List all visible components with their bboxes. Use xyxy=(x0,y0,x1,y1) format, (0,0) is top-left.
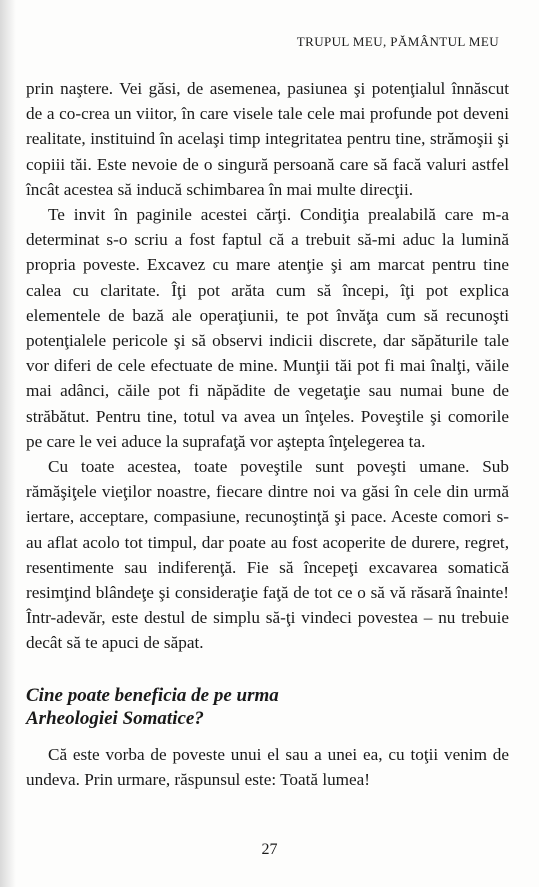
page-body xyxy=(26,76,509,792)
paragraph-continued: prin naştere. Vei găsi, de asemenea, pasiunea şi potenţialul înnăscut de a co-crea un viitor, în care visele tale cele mai profunde pot deveni realitate, instituind în acelaşi timp integritatea pentru tine, strămoşii şi copiii tăi. Este nevoie de o singură persoană care să facă valuri astfel încât acestea să inducă schimbarea în mai multe direcţii. xyxy=(26,79,509,199)
section-heading-line-2: Arheologiei Somatice? xyxy=(26,707,204,729)
page-number: 27 xyxy=(261,841,278,858)
section-paragraph: Că este vorba de poveste unui el sau a unei ea, cu toţii venim de undeva. Prin urmare, răspunsul este: Toată lumea! xyxy=(26,744,509,789)
running-header: TRUPUL MEU, PĂMÂNTUL MEU xyxy=(296,34,499,49)
section-heading xyxy=(26,684,509,730)
paragraph-human-stories: Cu toate acestea, toate poveştile sunt poveşti umane. Sub rămăşiţele vieţilor noastre, fiecare dintre noi va găsi în cele din urmă iertare, acceptare, compasiune, recunoştinţă şi pace. Aceste comori s-au aflat acolo tot timpul, dar poate au fost acoperite de durere, regret, resentimente sau indiferenţă. Fie să începeţi excavarea somatică resimţind blândeţe şi consideraţie faţă de tot ce o să vă răsară înainte! Într-adevăr, este destul de simplu să-ţi vindeci povestea – nu trebuie decât să te apuci de săpat. xyxy=(26,457,509,653)
paragraph-invitation: Te invit în paginile acestei cărţi. Condiţia prealabilă care m-a determinat s-o scriu a fost faptul că a trebuit să-mi aduc la lumină propria poveste. Excavez cu mare atenţie şi am marcat pentru tine calea cu claritate. Îţi pot arăta cum să începi, îţi pot explica elementele de bază ale operaţiunii, te pot învăţa cum să recunoşti potenţialele pericole şi să observi indicii discrete, dar săpăturile tale vor diferi de cele efectuate de mine. Munţii tăi pot fi mai înalţi, văile mai adânci, căile pot fi năpădite de vegetaţie sau numai bune de străbătut. Pentru tine, totul va avea un înţeles. Poveştile şi comorile pe care le vei aduce la suprafaţă vor aştepta înţelegerea ta. xyxy=(26,205,509,451)
section-heading-line-1: Cine poate beneficia de pe urma xyxy=(26,684,279,706)
